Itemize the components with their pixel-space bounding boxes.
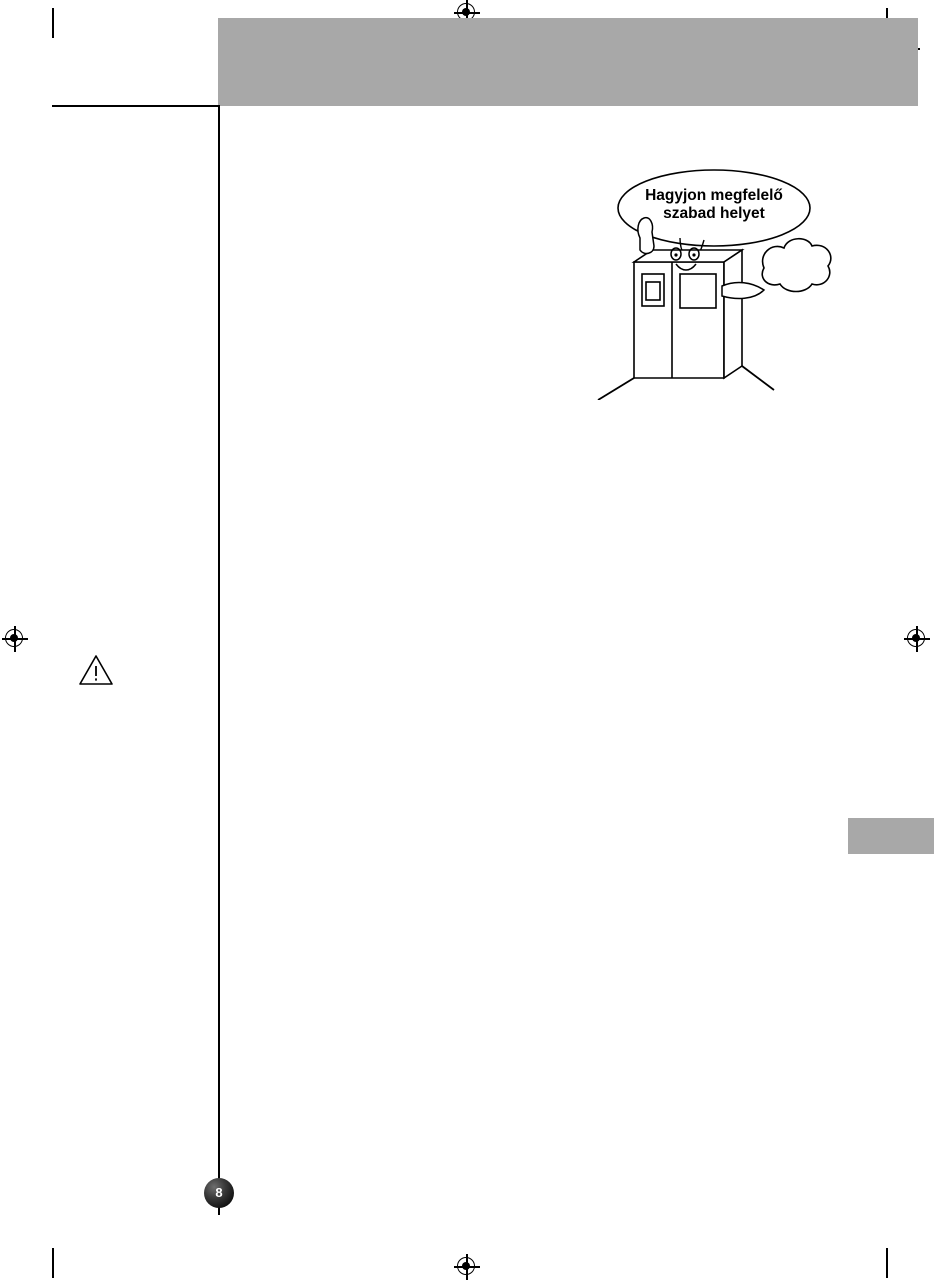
registration-target-icon-right — [904, 626, 930, 652]
crop-mark-top-left-vertical — [52, 8, 54, 38]
page-number-value: 8 — [215, 1185, 223, 1200]
section-side-tab — [848, 818, 934, 854]
crop-mark-bottom-left-vertical — [52, 1248, 54, 1278]
illustration-fridge-clearance — [596, 150, 846, 400]
page-number-badge — [204, 1178, 234, 1208]
registration-target-icon-bottom — [454, 1254, 480, 1280]
warning-triangle-icon — [78, 654, 114, 686]
speech-bubble-line-1: Hagyjon megfelelő — [645, 187, 783, 204]
crop-mark-bottom-right-vertical — [886, 1248, 888, 1278]
speech-bubble-line-2: szabad helyet — [663, 205, 765, 222]
registration-target-icon-left — [2, 626, 28, 652]
page-header-band — [218, 18, 918, 106]
content-vertical-rule — [218, 105, 220, 1215]
header-horizontal-rule — [52, 105, 218, 107]
